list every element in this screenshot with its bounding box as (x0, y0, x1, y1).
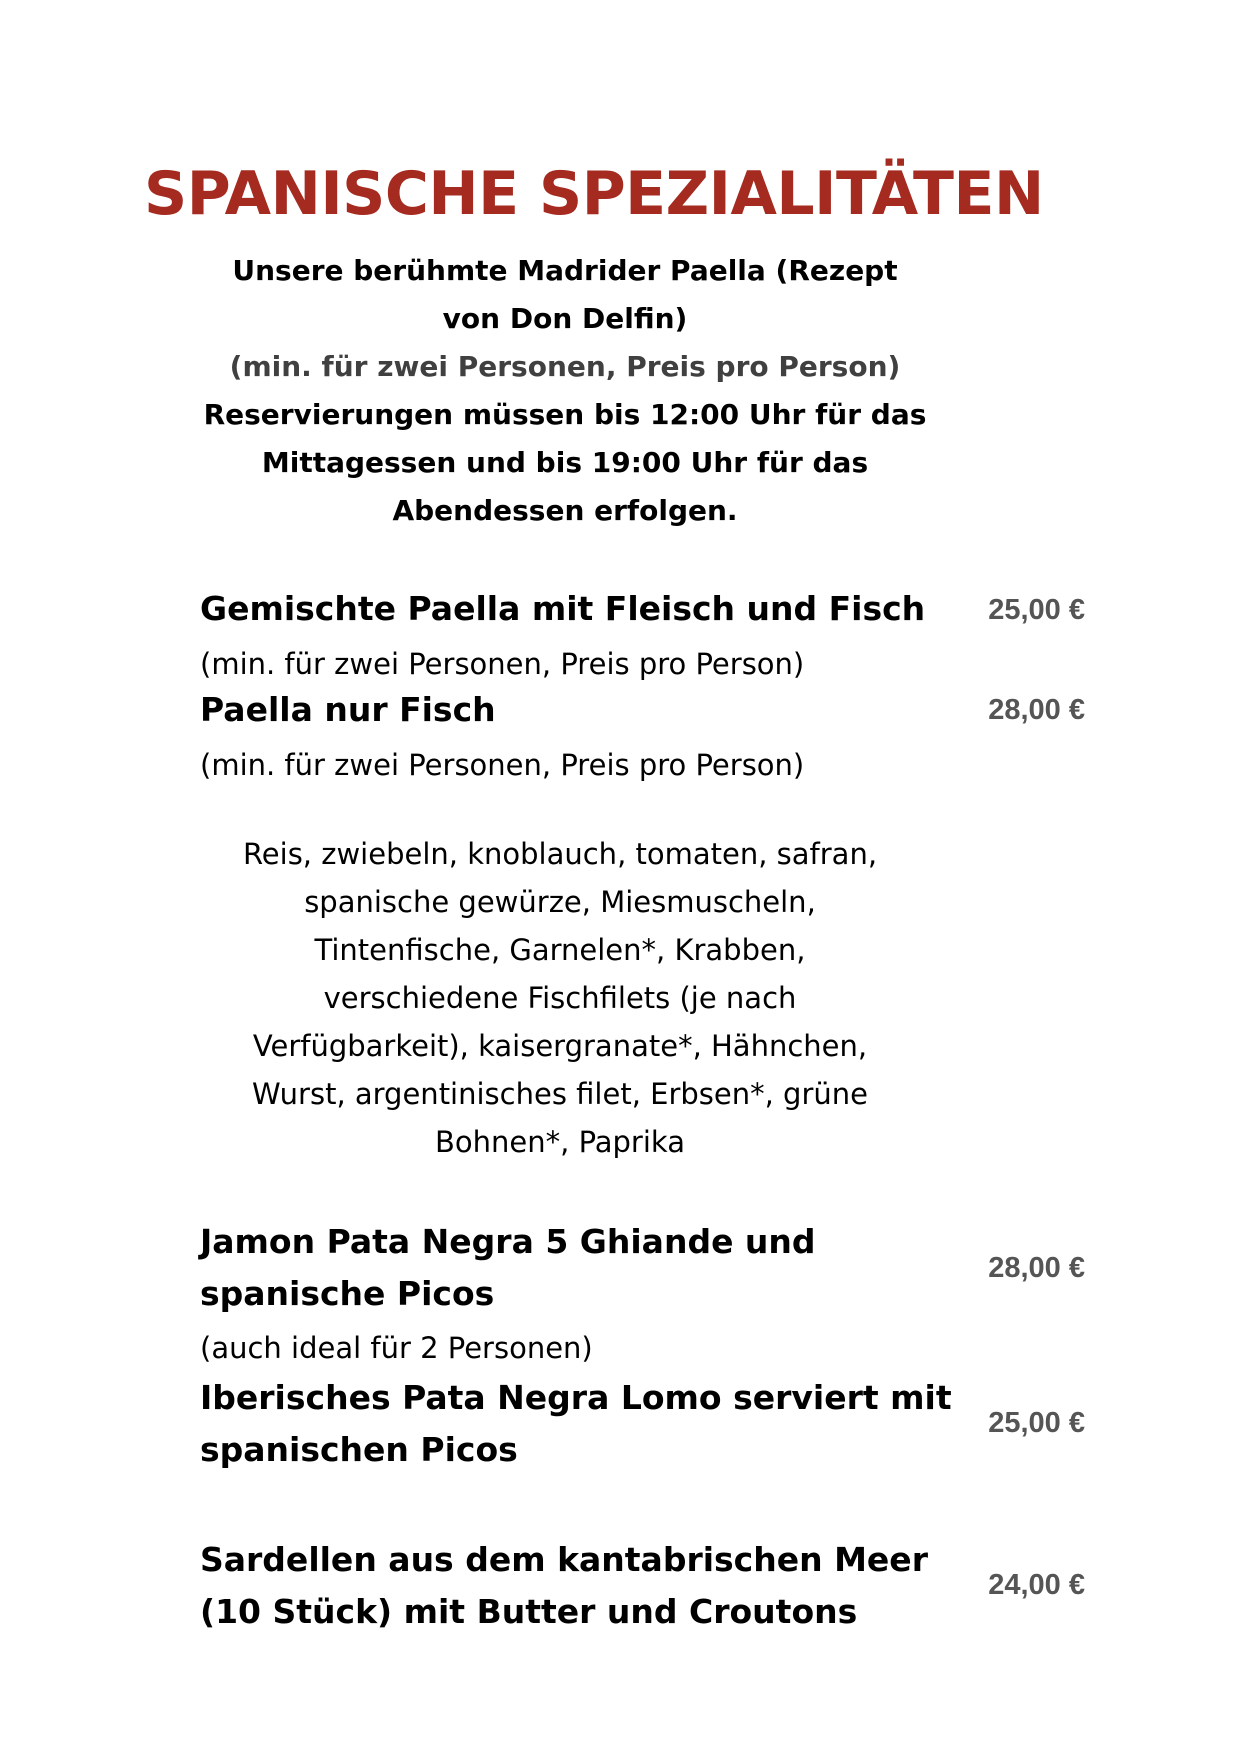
menu-item-note: (min. für zwei Personen, Preis pro Person) (200, 647, 805, 681)
menu-item-price: 28,00 € (988, 1252, 1085, 1284)
menu-item-name: (10 Stück) mit Butter und Croutons (200, 1592, 858, 1631)
menu-item-name: spanischen Picos (200, 1430, 518, 1469)
intro-line: Unsere berühmte Madrider Paella (Rezept (232, 254, 898, 287)
menu-item-name: Gemischte Paella mit Fleisch und Fisch (200, 589, 926, 628)
menu-item-note: (auch ideal für 2 Personen) (200, 1331, 593, 1365)
menu-item-name: Jamon Pata Negra 5 Ghiande und (200, 1222, 816, 1261)
intro-line: Reservierungen müssen bis 12:00 Uhr für das (203, 398, 927, 431)
menu-item-name: Paella nur Fisch (200, 690, 496, 729)
intro-line: von Don Delfin) (442, 302, 688, 335)
paella-intro (130, 247, 1000, 535)
menu-item-price: 28,00 € (988, 694, 1085, 726)
intro-note: (min. für zwei Personen, Preis pro Person) (229, 350, 901, 383)
paella-ingredients (160, 830, 960, 1166)
menu-item-price: 24,00 € (988, 1569, 1085, 1601)
ingredients-line: Wurst, argentinisches filet, Erbsen*, grüne (252, 1077, 868, 1111)
ingredients-line: Verfügbarkeit), kaisergranate*, Hähnchen, (252, 1029, 868, 1063)
page-title: SPANISCHE SPEZIALITÄTEN (144, 159, 1044, 229)
intro-line: Abendessen erfolgen. (392, 494, 738, 527)
menu-item-price: 25,00 € (988, 594, 1085, 626)
menu-item-name: spanische Picos (200, 1274, 495, 1313)
ingredients-line: spanische gewürze, Miesmuscheln, (304, 885, 816, 919)
ingredients-line: Reis, zwiebeln, knoblauch, tomaten, safran, (242, 837, 878, 871)
menu-item-note: (min. für zwei Personen, Preis pro Person) (200, 748, 805, 782)
intro-line: Mittagessen und bis 19:00 Uhr für das (261, 446, 869, 479)
ingredients-line: Bohnen*, Paprika (435, 1125, 685, 1159)
menu-item-name: Iberisches Pata Negra Lomo serviert mit (200, 1378, 952, 1417)
ingredients-line: Tintenfische, Garnelen*, Krabben, (314, 933, 806, 967)
ingredients-line: verschiedene Fischfilets (je nach (323, 981, 797, 1015)
menu-item-name: Sardellen aus dem kantabrischen Meer (200, 1540, 928, 1579)
menu-item-price: 25,00 € (988, 1407, 1085, 1439)
